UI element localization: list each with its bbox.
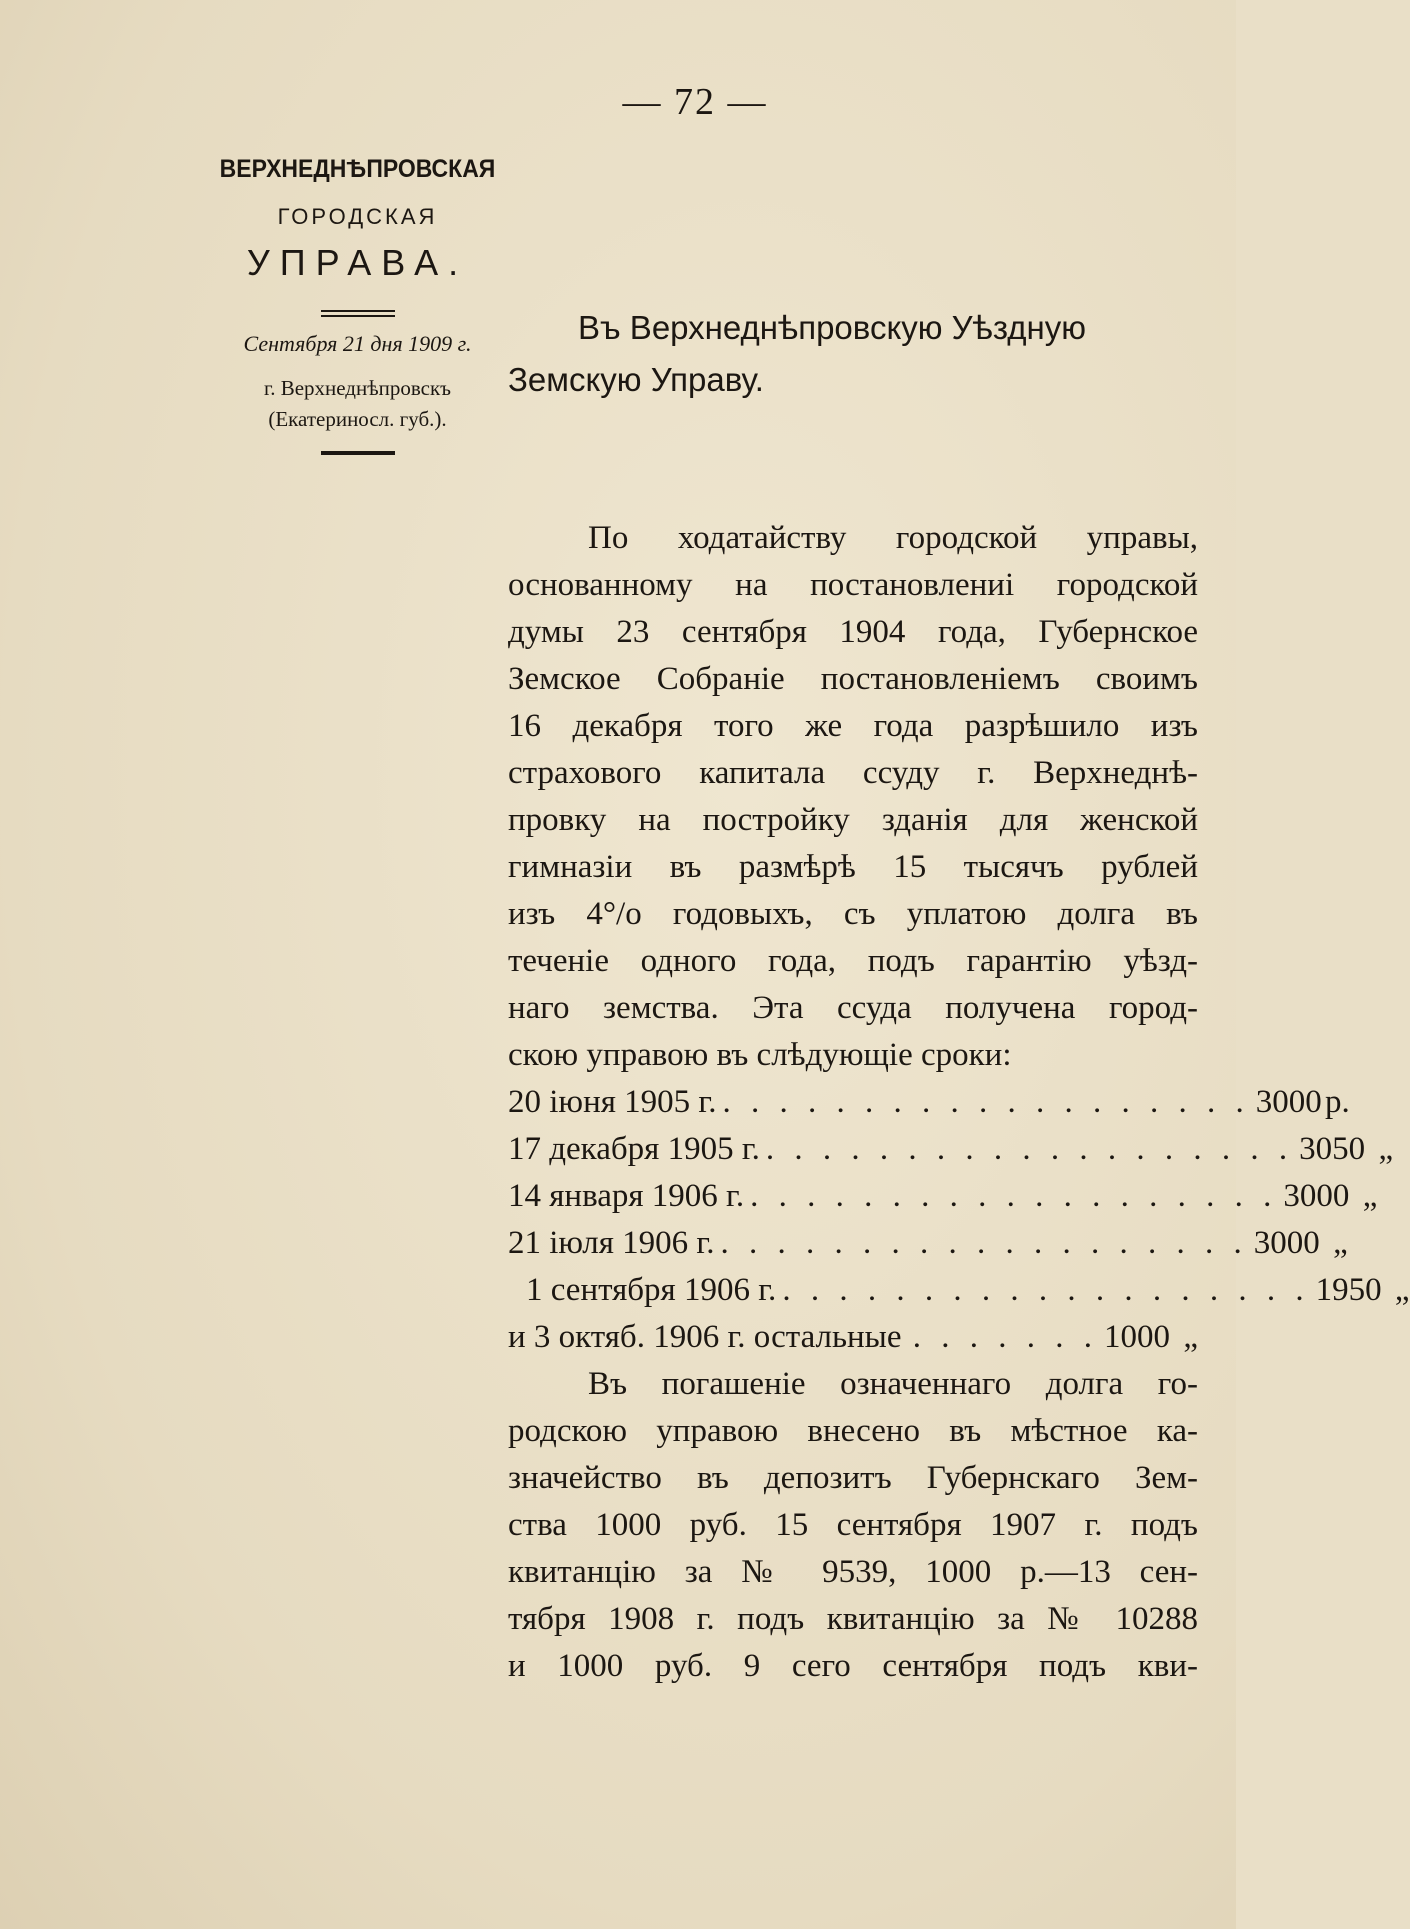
addressee-line-2: Земскую Управу.	[508, 361, 764, 398]
text-line: гимназіи въ размѣрѣ 15 тысячъ рублей	[508, 849, 1198, 885]
payment-row	[508, 1173, 1378, 1220]
payment-unit: „	[1333, 1225, 1348, 1261]
text-line: провку на постройку зданія для женской	[508, 802, 1198, 838]
text-line: думы 23 сентября 1904 года, Губернское	[508, 614, 1198, 650]
leader-dots: . . . . . . . . . . . . . . . . . . .	[722, 1084, 1250, 1120]
leader-dots: . . . . . . . . . . . . . . . . . . .	[750, 1178, 1278, 1214]
payment-unit: „	[1394, 1272, 1410, 1308]
text-line: наго земства. Эта ссуда получена город-	[508, 990, 1198, 1026]
text-line: квитанцію за № 9539, 1000 р.—13 сен-	[508, 1554, 1198, 1590]
payment-unit: „	[1378, 1131, 1394, 1167]
paragraph-1	[508, 515, 1198, 1079]
text-line: скою управою въ слѣдующіе сроки:	[508, 1037, 1012, 1073]
text-line: теченіе одного года, подъ гарантію уѣзд-	[508, 943, 1198, 979]
payment-row	[508, 1220, 1348, 1267]
addressee-line-1: Въ Верхнеднѣпровскую Уѣздную	[578, 309, 1086, 346]
letterhead-city: г. Верхнеднѣпровскъ	[263, 376, 452, 400]
text-line: значейство въ депозитъ Губернскаго Зем-	[508, 1460, 1198, 1496]
letterhead-date: Сентября 21 дня 1909 г.	[243, 331, 472, 356]
page-number: — 72 —	[622, 81, 768, 123]
text-line: и 1000 руб. 9 сего сентября подъ кви-	[508, 1648, 1198, 1684]
payment-date: 20 іюня 1905 г.	[508, 1084, 717, 1120]
payment-row	[508, 1126, 1394, 1173]
leader-dots: . . . . . . .	[912, 1319, 1098, 1355]
text-line: изъ 4°/о годовыхъ, съ уплатою долга въ	[508, 896, 1198, 932]
payment-date: и 3 октяб. 1906 г. остальные	[508, 1319, 902, 1355]
payment-row	[508, 1079, 1350, 1126]
text-line: ства 1000 руб. 15 сентября 1907 г. подъ	[508, 1507, 1198, 1543]
payment-amount: 3000	[1255, 1084, 1322, 1120]
payment-row	[508, 1314, 1198, 1361]
letterhead-body: УПРАВА.	[246, 242, 469, 283]
leader-dots: . . . . . . . . . . . . . . . . . . .	[782, 1272, 1310, 1308]
letterhead-province: (Екатериносл. губ.).	[268, 407, 447, 431]
leader-dots: . . . . . . . . . . . . . . . . . . .	[720, 1225, 1248, 1261]
paragraph-2	[508, 1361, 1198, 1690]
text-line: По ходатайству городской управы,	[588, 520, 1198, 556]
payment-amount: 3050	[1299, 1131, 1366, 1167]
letterhead-type: ГОРОДСКАЯ	[277, 204, 438, 229]
text-line: страхового капитала ссуду г. Верхнеднѣ-	[508, 755, 1198, 791]
payment-amount: 1950	[1315, 1272, 1382, 1308]
payment-unit: р.	[1324, 1084, 1350, 1120]
letter-body	[508, 515, 1410, 1690]
text-line: основанному на постановлениі городской	[508, 567, 1198, 603]
leader-dots: . . . . . . . . . . . . . . . . . . .	[765, 1131, 1294, 1167]
text-line: Земское Собраніе постановленіемъ своимъ	[508, 661, 1198, 697]
letterhead-rule	[321, 451, 395, 455]
text-line: 16 декабря того же года разрѣшило изъ	[508, 708, 1198, 744]
payment-schedule	[508, 1079, 1410, 1361]
payment-date: 1 сентября 1906 г.	[526, 1272, 777, 1308]
text-line: Въ погашеніе означеннаго долга го-	[588, 1366, 1198, 1402]
payment-date: 17 декабря 1905 г.	[508, 1131, 760, 1167]
letterhead	[205, 155, 510, 455]
payment-unit: „	[1183, 1319, 1198, 1355]
payment-amount: 3000	[1283, 1178, 1350, 1214]
text-line: тября 1908 г. подъ квитанцію за № 10288	[508, 1601, 1198, 1637]
letterhead-organization: ВЕРХНЕДНѢПРОВСКАЯ	[219, 155, 496, 183]
payment-date: 21 іюля 1906 г.	[508, 1225, 715, 1261]
letterhead-place	[205, 373, 510, 435]
payment-amount: 3000	[1253, 1225, 1320, 1261]
payment-amount: 1000	[1104, 1319, 1170, 1355]
letterhead-double-rule	[321, 310, 395, 317]
payment-row	[508, 1267, 1410, 1314]
addressee	[508, 302, 1198, 406]
text-line: родскою управою внесено въ мѣстное ка-	[508, 1413, 1198, 1449]
payment-date: 14 января 1906 г.	[508, 1178, 745, 1214]
payment-unit: „	[1362, 1178, 1378, 1214]
